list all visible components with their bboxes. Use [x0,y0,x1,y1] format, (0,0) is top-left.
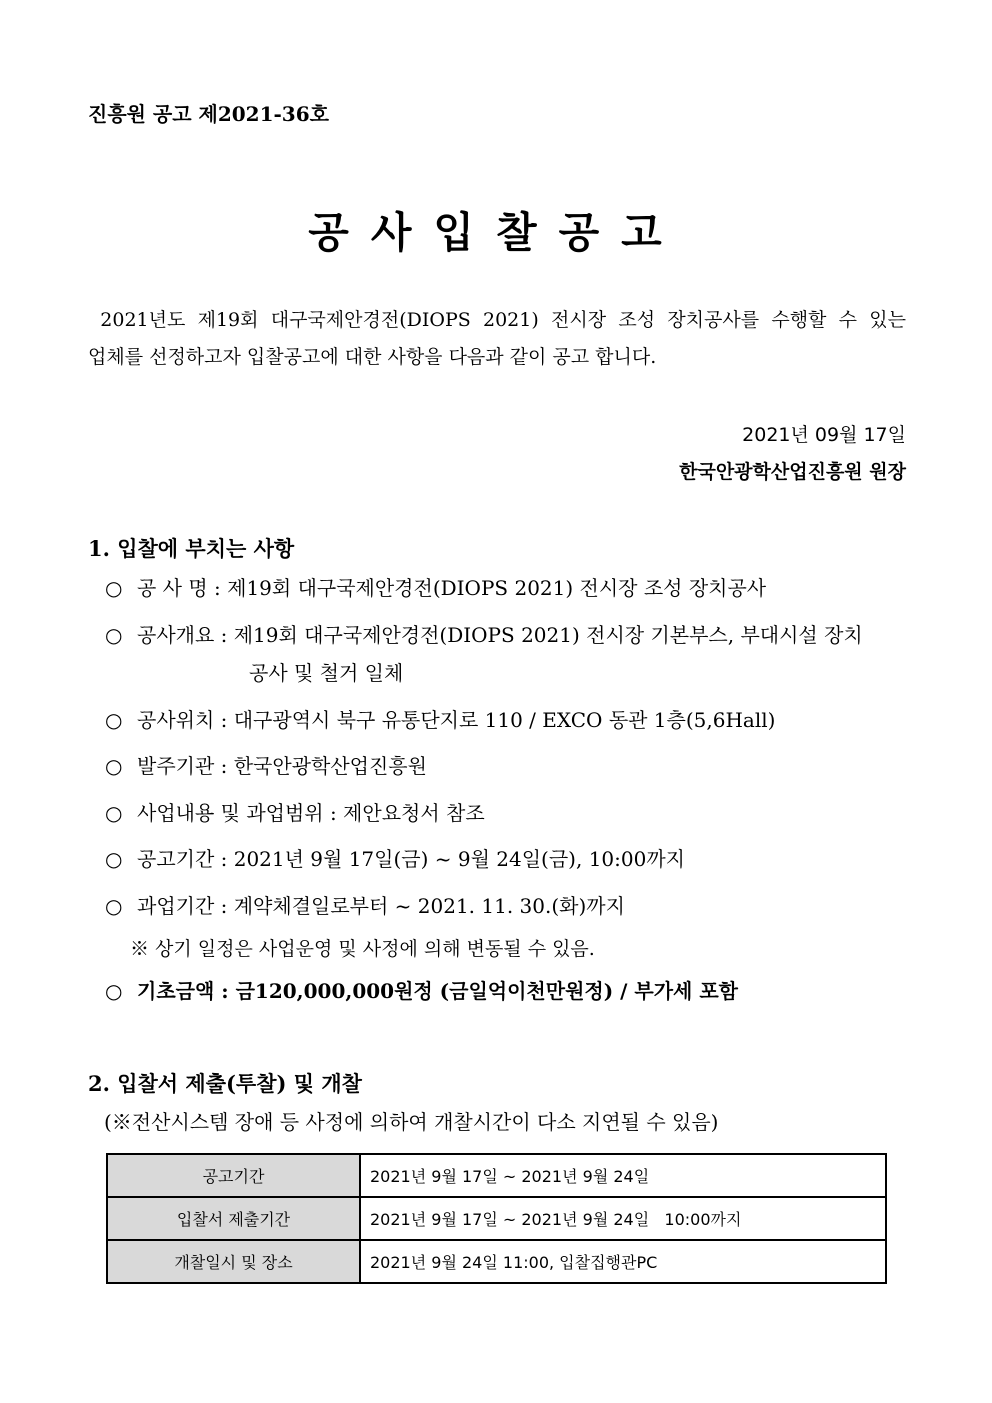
table-row [107,1197,886,1240]
list-item: ○ 사업내용 및 과업범위 : 제안요청서 참조 [105,801,485,825]
delay-note: (※전산시스템 장애 등 사정에 의하여 개찰시간이 다소 지연될 수 있음) [104,1110,719,1134]
table-header-cell: 입찰서 제출기간 [107,1197,360,1240]
intro-line-1: 2021년도 제19회 대구국제안경전(DIOPS 2021) 전시장 조성 장치공사를 수행할 수 있는 [100,309,906,331]
table-header-cell: 공고기간 [107,1154,360,1197]
schedule-table [106,1153,887,1284]
table-cell: 2021년 9월 24일 11:00, 입찰집행관PC [360,1240,886,1283]
list-item: ○ 공사개요 : 제19회 대구국제안경전(DIOPS 2021) 전시장 기본부스, 부대시설 장치 [105,623,863,647]
schedule-note: ※ 상기 일정은 사업운영 및 사정에 의해 변동될 수 있음. [130,938,595,960]
table-cell: 2021년 9월 17일 ~ 2021년 9월 24일 10:00까지 [360,1197,886,1240]
list-item: ○ 공사위치 : 대구광역시 북구 유통단지로 110 / EXCO 동관 1층(5,6Hall) [105,708,776,732]
budget-item: ○ 기초금액 : 금120,000,000원정 (금일억이천만원정) / 부가세 포함 [105,979,738,1003]
list-item: ○ 공 사 명 : 제19회 대구국제안경전(DIOPS 2021) 전시장 조성 장치공사 [105,576,767,600]
table-header-cell: 개찰일시 및 장소 [107,1240,360,1283]
notice-date: 2021년 09월 17일 [742,424,906,446]
list-item: ○ 공고기간 : 2021년 9월 17일(금) ~ 9월 24일(금), 10:00까지 [105,847,685,871]
issuer: 한국안광학산업진흥원 원장 [679,461,906,483]
list-item: ○ 발주기관 : 한국안광학산업진흥원 [105,754,427,778]
table-row [107,1154,886,1197]
list-item-continuation: 공사 및 철거 일체 [249,661,404,685]
notice-number: 진흥원 공고 제2021-36호 [88,102,329,126]
intro-line-2: 업체를 선정하고자 입찰공고에 대한 사항을 다음과 같이 공고 합니다. [88,346,657,368]
section-1-heading: 1. 입찰에 부치는 사항 [88,536,295,561]
table-cell: 2021년 9월 17일 ~ 2021년 9월 24일 [360,1154,886,1197]
list-item: ○ 과업기간 : 계약체결일로부터 ~ 2021. 11. 30.(화)까지 [105,894,625,918]
section-2-heading: 2. 입찰서 제출(투찰) 및 개찰 [88,1071,362,1096]
page-title: 공사입찰공고 [308,208,684,257]
table-row [107,1240,886,1283]
